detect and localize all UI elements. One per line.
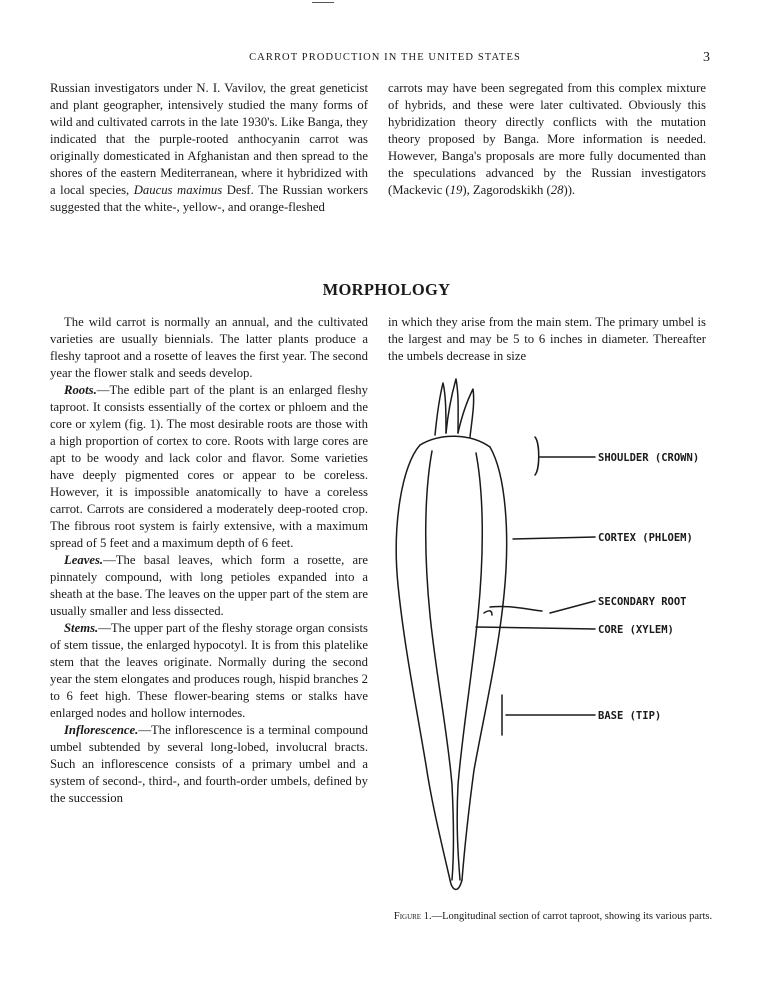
- roots-label: Roots.: [64, 383, 97, 397]
- core-contour-left: [426, 451, 454, 880]
- figure-caption: [388, 910, 718, 924]
- running-head: [60, 52, 710, 70]
- morphology-right-paragraph: in which they arise from the main stem. The primary umbel is the largest and may be 5 to 6 inches in diameter. Thereafter the umbels decrease in size: [388, 315, 706, 363]
- carrot-taproot-illustration: [380, 375, 725, 905]
- running-head-title: CARROT PRODUCTION IN THE UNITED STATES: [249, 52, 521, 63]
- outer-contour-left: [396, 445, 450, 880]
- label-cortex: CORTEX (PHLOEM): [598, 532, 693, 544]
- inflorescence-label: Inflorescence.: [64, 723, 139, 737]
- intro-right-paragraph: [388, 80, 706, 199]
- taproot-tip: [450, 880, 462, 889]
- outer-contour-right: [462, 447, 507, 880]
- morphology-left-column: [50, 314, 368, 807]
- intro-left-paragraph: [50, 80, 368, 216]
- leaf-stub-right: [458, 389, 474, 437]
- morphology-right-column: [388, 314, 706, 365]
- section-heading: MORPHOLOGY: [322, 280, 451, 299]
- leaves-text: —The basal leaves, which form a rosette, are pinnately compound, with long petioles expanded into a sheath at the base. The leaves on the upper part of the stem are usually smaller and less dissected.: [50, 553, 368, 618]
- roots-text: —The edible part of the plant is an enlarged fleshy taproot. It consists essentially of the cortex or phloem and the core or xylem (fig. 1). The most desirable roots are those with a high proportion of cortex to core. Roots with large cores are apt to be woody and lack color and flavor. Some varieties have deeply pigmented cores or appear to be coreless. However, it is impossible anatomically to have a coreless carrot. Carrots are considered a moderately deep-rooted crop. The fibrous root system is fairly extensive, with a maximum spread of 5 feet and a maximum depth of 6 feet.: [50, 383, 368, 550]
- stems-label: Stems.: [64, 621, 99, 635]
- secondary-root: [490, 606, 542, 611]
- top-rule-mark: [312, 2, 334, 3]
- label-core: CORE (XYLEM): [598, 624, 674, 636]
- inflorescence-paragraph: [50, 722, 368, 807]
- carrot-figure: [380, 375, 725, 905]
- label-secondary-root: SECONDARY ROOT: [598, 596, 687, 608]
- intro-left-column: [50, 80, 368, 216]
- inflorescence-text: —The inflorescence is a terminal compound umbel subtended by several long-lobed, involucral bracts. Such an inflorescence consists of a primary umbel and a system of second-, third-, and fourth-order umbels, defined by the succession: [50, 723, 368, 805]
- morphology-intro-paragraph: The wild carrot is normally an annual, and the cultivated varieties are usually biennials. The latter plants produce a fleshy taproot and a rosette of leaves the first year. The second year the flower stalk and seeds develop.: [50, 315, 368, 380]
- core-contour-right: [457, 453, 482, 880]
- crown-line: [420, 436, 490, 447]
- pointer-shoulder: [535, 437, 595, 475]
- page-number: 3: [703, 50, 710, 65]
- leaves-paragraph: [50, 552, 368, 620]
- species-name: Daucus maximus: [133, 183, 223, 197]
- label-base: BASE (TIP): [598, 710, 662, 722]
- pointer-secondary-root: [550, 601, 595, 613]
- intro-left-text-2: Desf. The Russian workers suggested that the white-, yellow-, and orange-fleshed: [50, 183, 369, 214]
- leaves-label: Leaves.: [64, 553, 104, 567]
- intro-right-column: [388, 80, 706, 199]
- reference-28: 28: [550, 183, 564, 197]
- pointer-core: [476, 627, 595, 629]
- stems-paragraph: [50, 620, 368, 722]
- leaf-stub-left: [435, 383, 446, 435]
- reference-19: 19: [449, 183, 463, 197]
- intro-right-text-3: )).: [563, 183, 576, 197]
- intro-right-text-2: ), Zagorodskikh (: [462, 183, 551, 197]
- pointer-cortex: [513, 537, 595, 539]
- roots-paragraph: [50, 382, 368, 552]
- caption-text: —Longitudinal section of carrot taproot, showing its various parts.: [431, 911, 713, 922]
- pointer-base: [502, 695, 595, 735]
- label-shoulder: SHOULDER (CROWN): [598, 452, 700, 464]
- caption-label: Figure 1.: [393, 911, 432, 922]
- leaf-stub-center: [446, 379, 458, 433]
- intro-left-text-1: Russian investigators under N. I. Vavilov, the great geneticist and plant geographer, intensively studied the many forms of wild and cultivated carrots in the late 1930's. Like Banga, they indicated that the purple-rooted anthocyanin carrot was originally domesticated in Afghanistan and then spread to the shores of the eastern Mediterranean, where it hybridized with a local species,: [50, 81, 368, 197]
- stems-text: —The upper part of the fleshy storage organ consists of stem tissue, the enlarged hypocotyl. It is from this platelike stem that the leaves originate. Normally during the second year the stem elongates and produces rough, hispid branches 2 to 6 feet high. These flower-bearing stems or stalks have enlarged nodes and hollow internodes.: [50, 621, 368, 720]
- intro-right-text-1: carrots may have been segregated from this complex mixture of hybrids, and these were later cultivated. Obviously this hybridization theory directly conflicts with the mutation theory proposed by Banga. More information is needed. However, Banga's proposals are more fully documented than the speculations advanced by the Russian investigators (Mackevic (: [388, 81, 706, 197]
